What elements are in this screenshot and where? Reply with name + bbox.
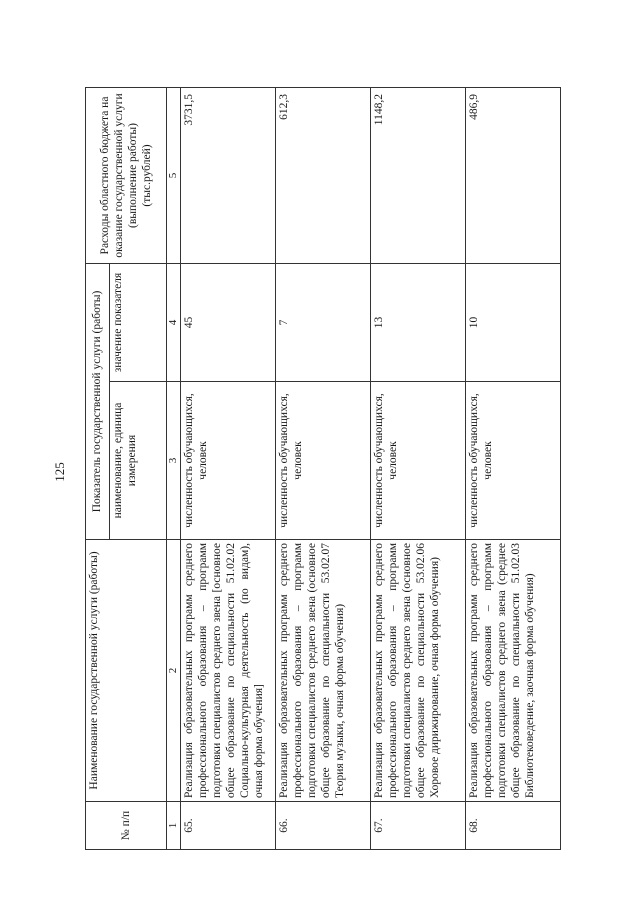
header-indicator-value: значение показателя [110,264,167,382]
column-numbers-row [167,88,181,850]
service-name: Реализация образовательных программ среднего профессионального образования – программ подготовки специалистов среднего звена (основное общее образование по специальности 53.02.07 Теория музыки, очная форма обучения) [276,540,371,802]
table-row [466,88,561,850]
indicator-value: 10 [466,264,561,382]
expense-value: 3731,5 [181,88,276,264]
header-service-name: Наименование государственной услуги (работы) [86,540,167,802]
indicator-unit: численность обучающихся, человек [276,382,371,540]
header-num: № п/п [86,802,167,850]
column-number: 4 [167,264,181,382]
table-container [85,88,591,850]
header-expenses: Расходы областного бюджета на оказание государственной услуги (выполнение работы) (тыс.рублей) [86,88,167,264]
services-table [85,87,561,850]
expense-value: 1148,2 [371,88,466,264]
service-name: Реализация образовательных программ среднего профессионального образования – программ подготовки специалистов среднего звена (среднее общее образование по специальности 51.02.03 Библиотековедение, заочная форма обучения) [466,540,561,802]
service-name: Реализация образовательных программ среднего профессионального образования – программ подготовки специалистов среднего звена (основное общее образование по специальности 53.02.06 Хоровое дирижирование, очная форма обучения) [371,540,466,802]
table-row [276,88,371,850]
column-number: 2 [167,540,181,802]
service-name: Реализация образовательных программ среднего профессионального образования – программ подготовки специалистов среднего звена [основное общее образование по специальности 51.02.02 Социально-культурная деятельность (по видам), очная форма обучения] [181,540,276,802]
column-number: 3 [167,382,181,540]
row-number: 66. [276,802,371,850]
expense-value: 486,9 [466,88,561,264]
row-number: 67. [371,802,466,850]
column-number: 1 [167,802,181,850]
indicator-unit: численность обучающихся, человек [181,382,276,540]
indicator-value: 13 [371,264,466,382]
indicator-unit: численность обучающихся, человек [371,382,466,540]
indicator-unit: численность обучающихся, человек [466,382,561,540]
indicator-value: 45 [181,264,276,382]
table-row [181,88,276,850]
header-indicator-name: наименование, единица измерения [110,382,167,540]
row-number: 65. [181,802,276,850]
indicator-value: 7 [276,264,371,382]
table-row [371,88,466,850]
header-indicator-group: Показатель государственной услуги (работы) [86,264,110,540]
row-number: 68. [466,802,561,850]
expense-value: 612,3 [276,88,371,264]
page-number: 125 [52,462,67,482]
column-number: 5 [167,88,181,264]
